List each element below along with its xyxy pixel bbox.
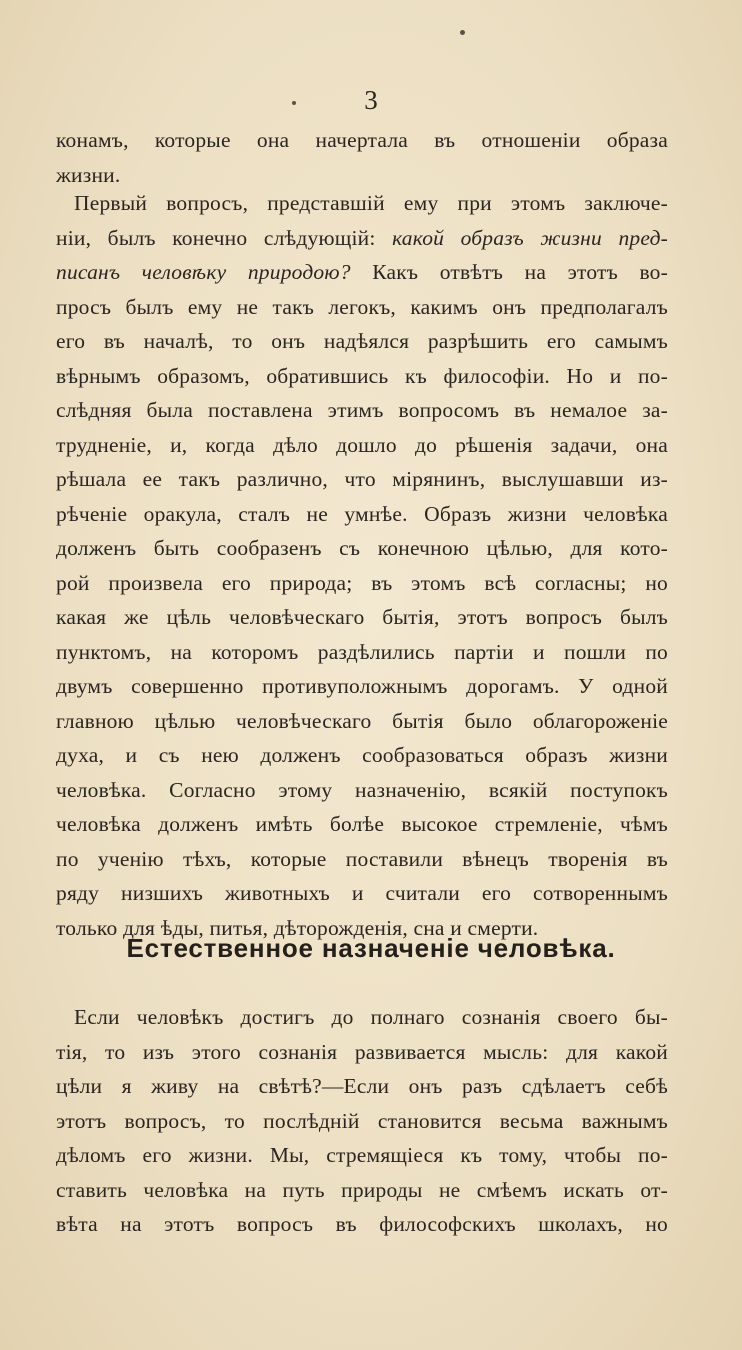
text-line: конамъ, которые она начертала въ отношенiи образа bbox=[56, 128, 668, 152]
text-line: слѣдняя была поставлена этимъ вопросомъ въ немалое за- bbox=[56, 398, 668, 422]
text-line: человѣка. Согласно этому назначенiю, всякiй поступокъ bbox=[56, 777, 668, 802]
text-line: главною цѣлью человѣческаго бытiя было облагороженiе bbox=[56, 708, 668, 733]
italic-question-text: какой образъ жизни пред- bbox=[392, 225, 668, 250]
text-line: трудненiе, и, когда дѣло дошло до рѣшенiя задачи, она bbox=[56, 432, 668, 457]
page-number: 3 bbox=[364, 85, 378, 115]
text-line: только для ѣды, питья, дѣторожденiя, сна и смерти. bbox=[56, 915, 539, 940]
text-line: Если человѣкъ достигъ до полнаго сознанiя своего бы- bbox=[74, 1005, 668, 1029]
text-segment: Какъ отвѣтъ на этотъ во- bbox=[350, 260, 668, 284]
text-line: пунктомъ, на которомъ раздѣлились партiи и пошли по bbox=[56, 639, 668, 664]
paragraph-continued bbox=[56, 123, 668, 192]
text-line: дѣломъ его жизни. Мы, стремящiеся къ тому, чтобы по- bbox=[56, 1143, 668, 1167]
text-line bbox=[56, 255, 668, 290]
text-line: рѣченiе оракула, сталъ не умнѣе. Образъ жизни человѣка bbox=[56, 501, 668, 526]
text-line: жизни. bbox=[56, 162, 121, 187]
text-line: рѣшала ее такъ различно, что мiрянинъ, выслушавши из- bbox=[56, 467, 668, 491]
text-line: тiя, то изъ этого сознанiя развивается мысль: для какой bbox=[56, 1039, 668, 1064]
italic-question-text: писанъ человѣку природою? bbox=[56, 260, 351, 284]
text-line: цѣли я живу на свѣтѣ?—Если онъ разъ сдѣлаетъ себѣ bbox=[56, 1074, 668, 1098]
text-line: рой произвела его природа; въ этомъ всѣ согласны; но bbox=[56, 570, 668, 595]
text-line: вѣрнымъ образомъ, обратившись къ философiи. Но и по- bbox=[56, 363, 668, 388]
text-segment: нiи, былъ конечно слѣдующiй: bbox=[56, 225, 393, 250]
text-line: просъ былъ ему не такъ легокъ, какимъ онъ предполагалъ bbox=[56, 294, 668, 319]
text-line: ряду низшихъ животныхъ и считали его сотвореннымъ bbox=[56, 881, 668, 905]
text-line: этотъ вопросъ, то послѣднiй становится весьма важнымъ bbox=[56, 1108, 668, 1133]
text-line: Первый вопросъ, представшiй ему при этомъ заключе- bbox=[74, 191, 668, 215]
text-line: духа, и съ нею долженъ сообразоваться образъ жизни bbox=[56, 743, 668, 767]
text-line: ставить человѣка на путь природы не смѣемъ искать от- bbox=[56, 1177, 668, 1202]
text-line: двумъ совершенно противуположнымъ дорогамъ. У одной bbox=[56, 674, 668, 698]
text-line bbox=[56, 221, 668, 256]
paragraph-natural-purpose bbox=[56, 1000, 668, 1242]
text-line: долженъ быть сообразенъ съ конечною цѣлью, для кото- bbox=[56, 536, 668, 560]
text-line: какая же цѣль человѣческаго бытiя, этотъ вопросъ былъ bbox=[56, 605, 668, 629]
text-line: вѣта на этотъ вопросъ въ философскихъ школахъ, но bbox=[56, 1212, 668, 1236]
print-speck-dot bbox=[460, 30, 465, 35]
text-line: его въ началѣ, то онъ надѣялся разрѣшить его самымъ bbox=[56, 329, 668, 353]
section-heading: Естественное назначенiе человѣка. bbox=[126, 933, 616, 963]
paragraph-first-question bbox=[56, 186, 668, 945]
text-line: по ученiю тѣхъ, которые поставили вѣнецъ творенiя въ bbox=[56, 846, 668, 871]
text-line: человѣка долженъ имѣть болѣе высокое стремленiе, чѣмъ bbox=[56, 812, 668, 836]
